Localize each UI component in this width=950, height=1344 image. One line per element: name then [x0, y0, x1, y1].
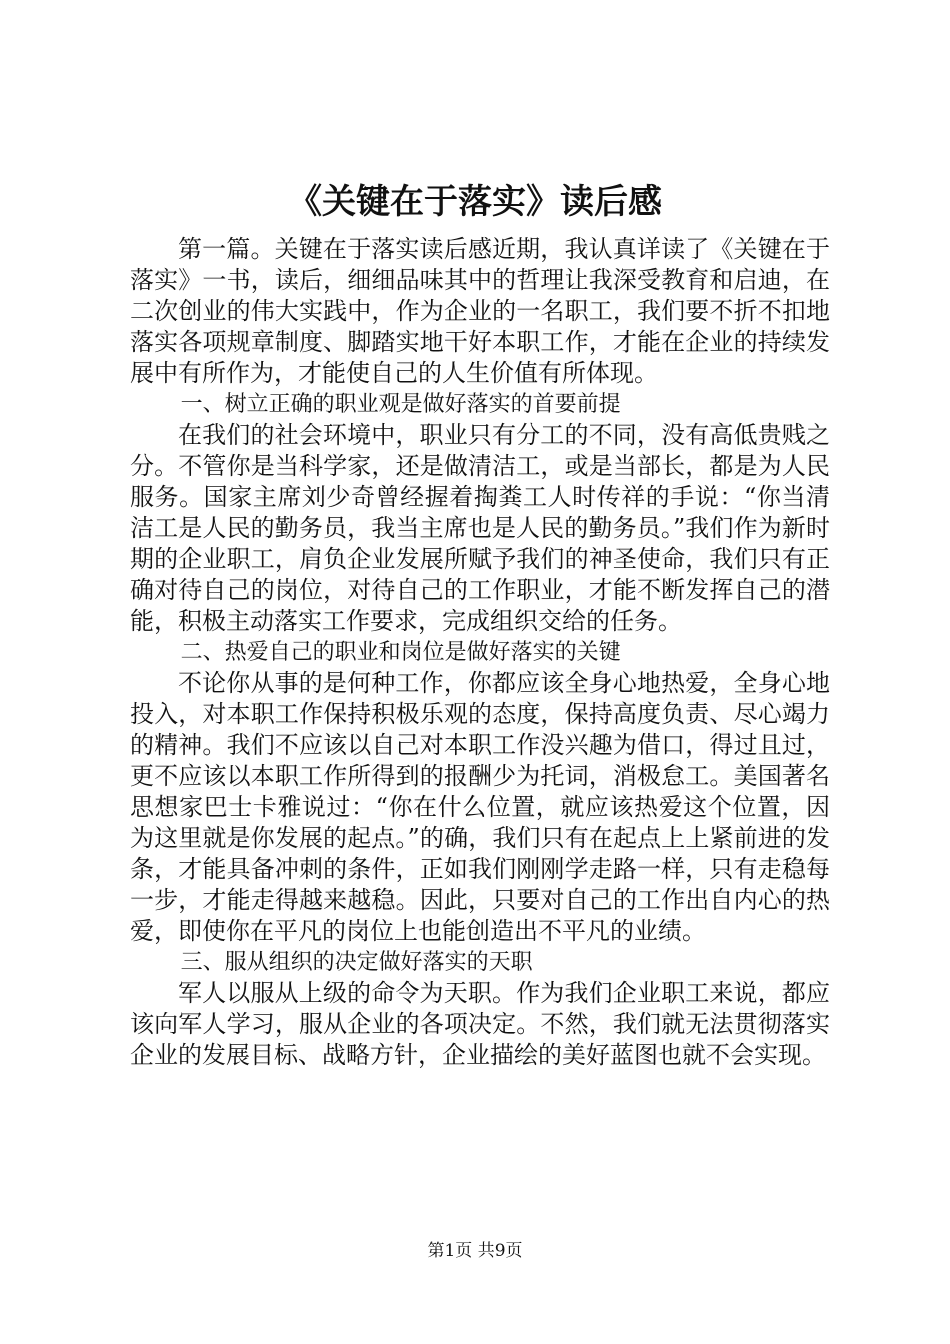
section-heading-1: 一、树立正确的职业观是做好落实的首要前提 — [180, 392, 621, 417]
document-title: 《关键在于落实》读后感 — [288, 182, 662, 222]
section-heading-3: 三、服从组织的决定做好落实的天职 — [180, 950, 533, 975]
page-footer: 第1页 共9页 — [427, 1241, 523, 1261]
body-paragraph-1: 在我们的社会环境中，职业只有分工的不同，没有高低贵贱之分。不管你是当科学家，还是做清洁工，或是当部长，都是为人民服务。国家主席刘少奇曾经握着掏粪工人时传祥的手说：“你当清洁工是人民的勤务员，我当主席也是人民的勤务员。”我们作为新时期的企业职工，肩负企业发展所赋予我们的神圣使命，我们只有正确对待自己的岗位，对待自己的工作职业，才能不断发挥自己的潜能，积极主动落实工作要求，完成组织交给的任务。 — [130, 421, 830, 635]
section-heading-2: 二、热爱自己的职业和岗位是做好落实的关键 — [180, 640, 621, 665]
body-paragraph-intro: 第一篇。关键在于落实读后感近期，我认真详读了《关键在于落实》一书，读后，细细品味其中的哲理让我深受教育和启迪，在二次创业的伟大实践中，作为企业的一名职工，我们要不折不扣地落实各项规章制度、脚踏实地干好本职工作，才能在企业的持续发展中有所作为，才能使自己的人生价值有所体现。 — [130, 235, 830, 387]
body-paragraph-3: 军人以服从上级的命令为天职。作为我们企业职工来说，都应该向军人学习，服从企业的各项决定。不然，我们就无法贯彻落实企业的发展目标、战略方针，企业描绘的美好蓝图也就不会实现。 — [130, 979, 830, 1069]
document-body — [130, 234, 830, 1071]
body-paragraph-2: 不论你从事的是何种工作，你都应该全身心地热爱，全身心地投入，对本职工作保持积极乐观的态度，保持高度负责、尽心竭力的精神。我们不应该以自己对本职工作没兴趣为借口，得过且过，更不应该以本职工作所得到的报酬少为托词，消极怠工。美国著名思想家巴士卡雅说过：“你在什么位置，就应该热爱这个位置，因为这里就是你发展的起点。”的确，我们只有在起点上上紧前进的发条，才能具备冲刺的条件，正如我们刚刚学走路一样，只有走稳每一步，才能走得越来越稳。因此，只要对自己的工作出自内心的热爱，即使你在平凡的岗位上也能创造出不平凡的业绩。 — [130, 669, 830, 945]
